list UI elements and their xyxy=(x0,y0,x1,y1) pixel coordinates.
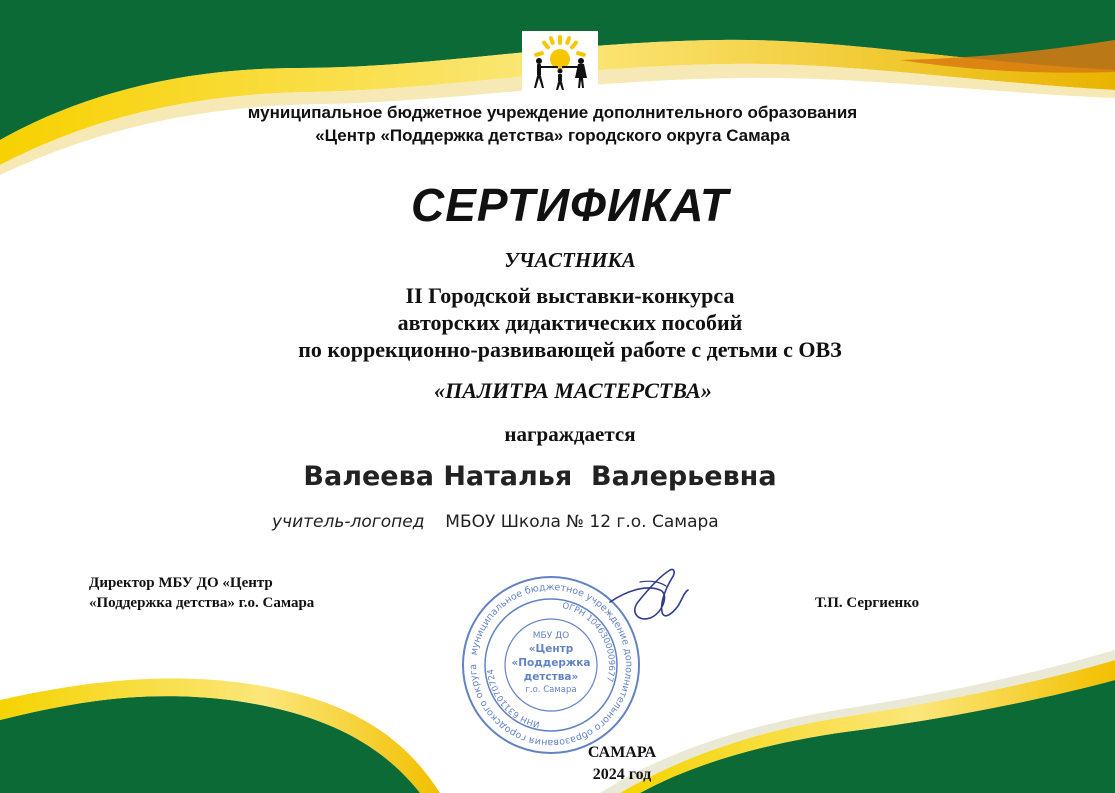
stamp-line4: детства» xyxy=(523,671,579,683)
certificate-title: СЕРТИФИКАТ xyxy=(411,179,729,231)
awarded-label: награждается xyxy=(504,422,636,446)
signer-name: Т.П. Сергиенко xyxy=(815,595,920,611)
recipient-school: МБОУ Школа № 12 г.о. Самара xyxy=(445,512,719,532)
event-name: «ПАЛИТРА МАСТЕРСТВА» xyxy=(434,378,712,403)
recipient-position: учитель-логопед xyxy=(272,512,425,532)
organization-line1: муниципальное бюджетное учреждение дополнительного образования xyxy=(247,103,858,122)
stamp-outer-text: муниципальное бюджетное учреждение дополнительного образования городского округа xyxy=(467,581,635,749)
event-line3: по коррекционно-развивающей работе с детьми с ОВЗ xyxy=(298,337,842,362)
event-line1: II Городской выставки-конкурса xyxy=(405,283,735,308)
stamp-inn: ИНН 6311070724 xyxy=(486,668,541,729)
handwritten-signature xyxy=(600,562,700,632)
footer-city: САМАРА xyxy=(587,744,657,761)
stamp-line1: МБУ ДО xyxy=(532,631,570,641)
organization-line2: «Центр «Поддержка детства» городского округа Самара xyxy=(315,126,790,145)
stamp-line3: «Поддержка xyxy=(511,657,591,669)
stamp-ogrn: ОГРН 1046300009677 xyxy=(561,601,617,683)
director-line2: «Поддержка детства» г.о. Самара xyxy=(89,595,315,611)
certificate-subtitle: УЧАСТНИКА xyxy=(504,248,636,272)
recipient-name: Валеева Наталья Валерьевна xyxy=(303,461,777,492)
director-line1: Директор МБУ ДО «Центр xyxy=(89,575,273,591)
event-line2: авторских дидактических пособий xyxy=(397,310,743,335)
footer-year: 2024 год xyxy=(592,766,652,783)
stamp-line5: г.о. Самара xyxy=(525,685,577,695)
stamp-line2: «Центр xyxy=(528,643,574,655)
logo xyxy=(522,31,598,93)
